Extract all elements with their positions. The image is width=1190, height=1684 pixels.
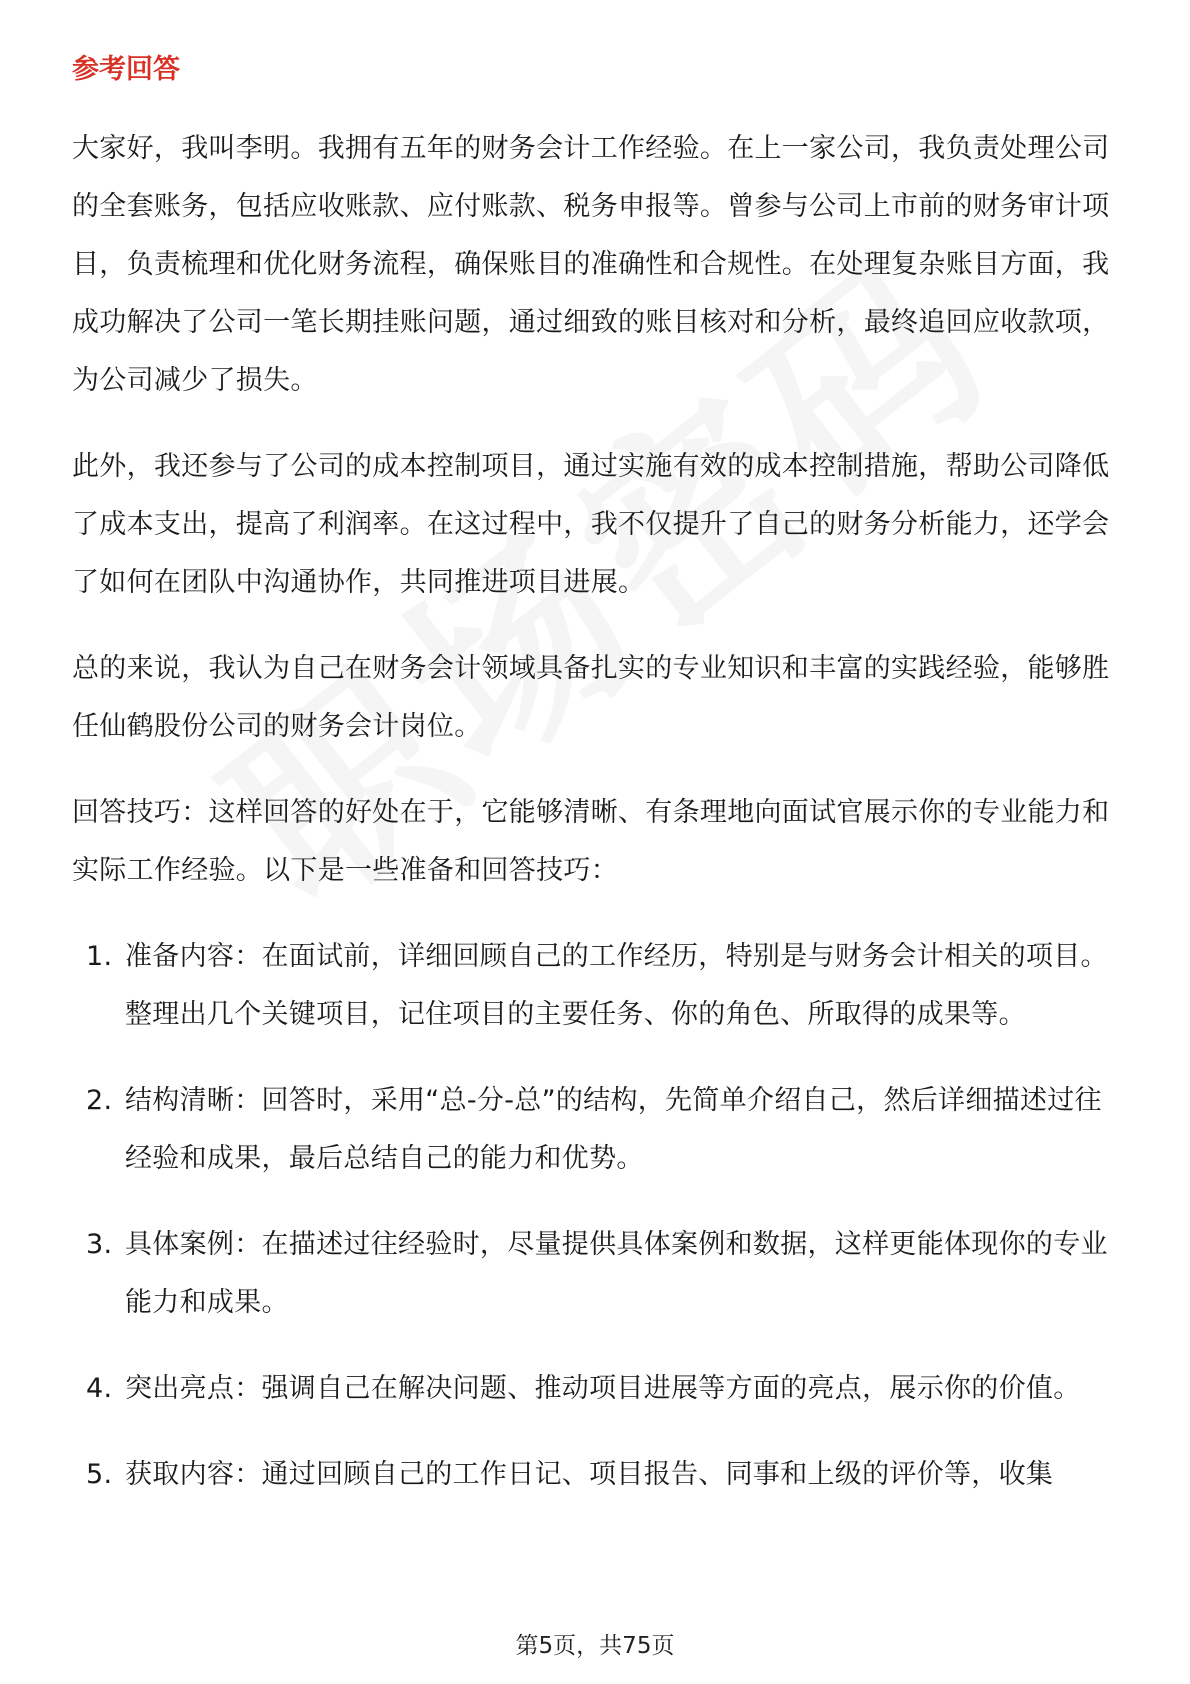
- answer-content: [72, 120, 1122, 1532]
- list-item-text: 准备内容：在面试前，详细回顾自己的工作经历，特别是与财务会计相关的项目。整理出几个关键项目，记住项目的主要任务、你的角色、所取得的成果等。: [125, 941, 1108, 1030]
- list-item: [72, 1072, 1122, 1188]
- paragraph-tips-intro: 回答技巧：这样回答的好处在于，它能够清晰、有条理地向面试官展示你的专业能力和实际工作经验。以下是一些准备和回答技巧：: [72, 797, 1110, 886]
- list-item-text: 具体案例：在描述过往经验时，尽量提供具体案例和数据，这样更能体现你的专业能力和成果。: [125, 1229, 1108, 1318]
- paragraph-cost-control: 此外，我还参与了公司的成本控制项目，通过实施有效的成本控制措施，帮助公司降低了成本支出，提高了利润率。在这过程中，我不仅提升了自己的财务分析能力，还学会了如何在团队中沟通协作，共同推进项目进展。: [72, 451, 1110, 598]
- paragraph-intro: 大家好，我叫李明。我拥有五年的财务会计工作经验。在上一家公司，我负责处理公司的全套账务，包括应收账款、应付账款、税务申报等。曾参与公司上市前的财务审计项目，负责梳理和优化财务流程，确保账目的准确性和合规性。在处理复杂账目方面，我成功解决了公司一笔长期挂账问题，通过细致的账目核对和分析，最终追回应收款项，为公司减少了损失。: [72, 133, 1110, 396]
- paragraph-summary: 总的来说，我认为自己在财务会计领域具备扎实的专业知识和丰富的实践经验，能够胜任仙鹤股份公司的财务会计岗位。: [72, 653, 1110, 742]
- list-item-number: 3.: [86, 1229, 113, 1260]
- list-item-text: 结构清晰：回答时，采用“总-分-总”的结构，先简单介绍自己，然后详细描述过往经验和成果，最后总结自己的能力和优势。: [125, 1085, 1102, 1174]
- list-item-number: 1.: [86, 941, 113, 972]
- list-item-text: 突出亮点：强调自己在解决问题、推动项目进展等方面的亮点，展示你的价值。: [125, 1373, 1081, 1404]
- list-item-number: 2.: [86, 1085, 113, 1116]
- list-item-number: 5.: [86, 1459, 113, 1490]
- section-heading: 参考回答: [72, 54, 180, 85]
- page-number: 第5页，共75页: [515, 1633, 675, 1659]
- list-item-text: 获取内容：通过回顾自己的工作日记、项目报告、同事和上级的评价等，收集: [125, 1459, 1054, 1490]
- list-item: [72, 1216, 1122, 1332]
- list-item-number: 4.: [86, 1373, 113, 1404]
- list-item: [72, 1446, 1122, 1504]
- list-item: [72, 1360, 1122, 1418]
- tips-list: [72, 928, 1122, 1504]
- list-item: [72, 928, 1122, 1044]
